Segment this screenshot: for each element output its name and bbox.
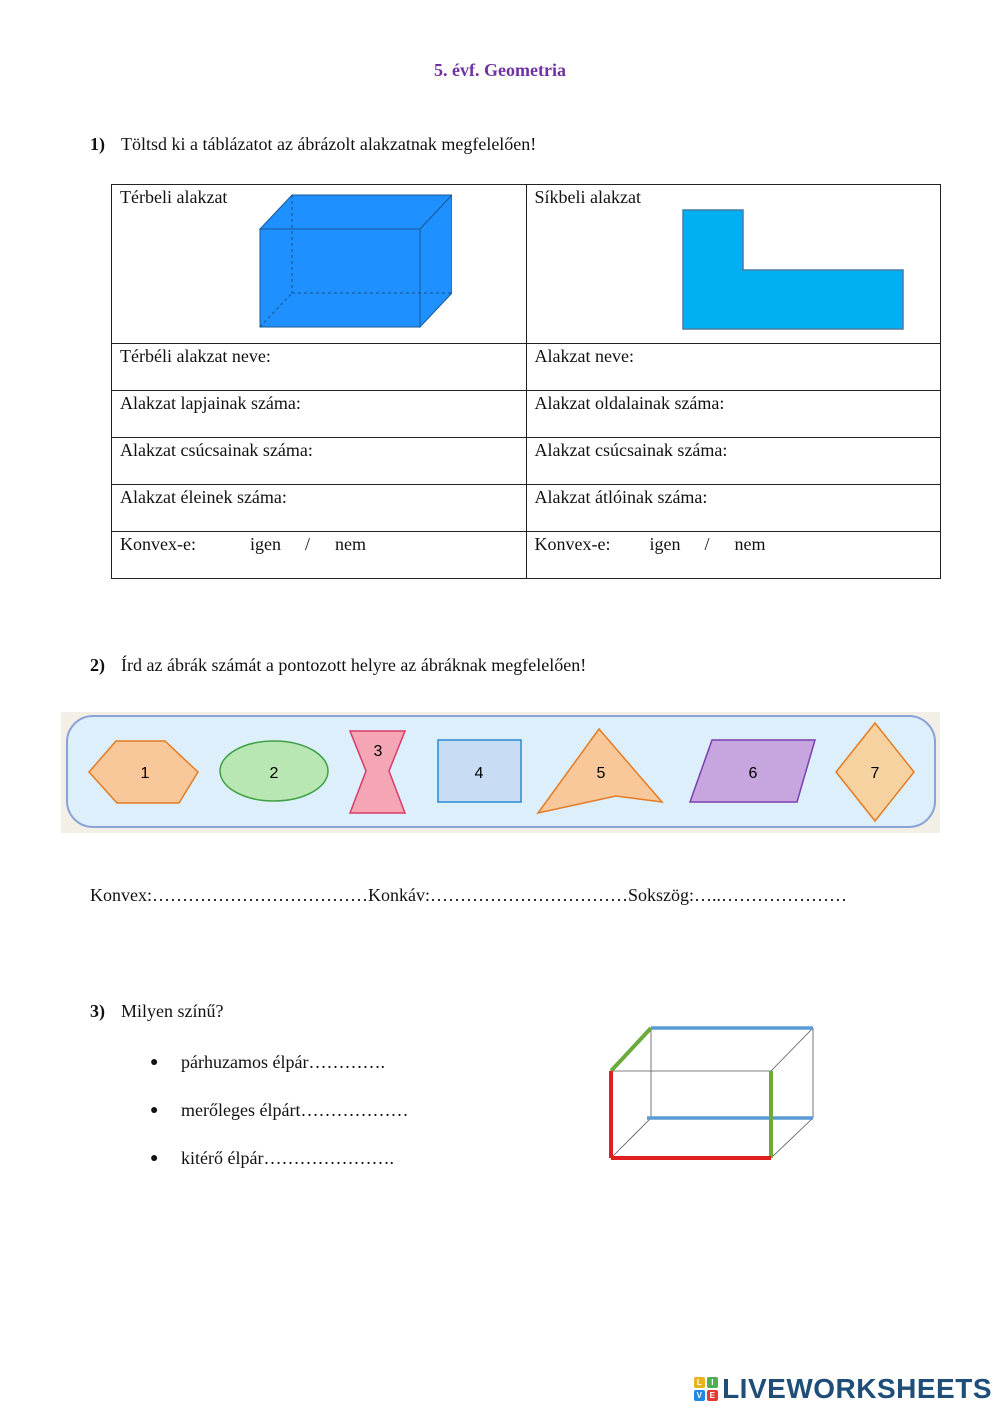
row-2d-vertices: Alakzat csúcsainak száma: bbox=[526, 438, 941, 485]
convex-no-option[interactable]: nem bbox=[335, 534, 366, 554]
question-3-number: 3) bbox=[90, 1001, 105, 1021]
question-1 bbox=[90, 134, 536, 155]
list-item bbox=[150, 1148, 408, 1196]
list-item bbox=[150, 1100, 408, 1148]
convex-yes-option[interactable]: igen bbox=[649, 534, 681, 554]
cell-3d-shape bbox=[112, 185, 527, 344]
shape-table bbox=[111, 184, 941, 579]
shape-5-label: 5 bbox=[596, 765, 606, 782]
question-2-number: 2) bbox=[90, 655, 105, 675]
question-1-number: 1) bbox=[90, 134, 105, 154]
question-3 bbox=[90, 1001, 223, 1022]
shape-4-label: 4 bbox=[474, 765, 484, 782]
shape-3-label: 3 bbox=[373, 743, 383, 760]
wire-cuboid-figure bbox=[600, 1020, 820, 1170]
convex-label: Konvex-e: bbox=[120, 534, 196, 554]
row-3d-vertices: Alakzat csúcsainak száma: bbox=[112, 438, 527, 485]
convex-yes-option[interactable]: igen bbox=[250, 534, 281, 554]
row-edges: Alakzat éleinek száma: bbox=[112, 485, 527, 532]
question-2 bbox=[90, 655, 586, 676]
row-2d-name: Alakzat neve: bbox=[526, 344, 941, 391]
header-2d-shape: Síkbeli alakzat bbox=[534, 187, 641, 207]
shape-7-label: 7 bbox=[870, 765, 880, 782]
question-3-text: Milyen színű? bbox=[121, 1001, 224, 1021]
shape-1-label: 1 bbox=[140, 765, 150, 782]
convex-label: Konvex-e: bbox=[534, 534, 611, 554]
bullet-list bbox=[150, 1052, 408, 1196]
question-2-text: Írd az ábrák számát a pontozott helyre az ábráknak megfelelően! bbox=[121, 655, 587, 675]
row-3d-convex: Konvex-e: igen / nem bbox=[112, 532, 527, 579]
bullet-icon: ● bbox=[150, 1151, 159, 1166]
cuboid-front-face bbox=[260, 229, 420, 327]
row-2d-convex: Konvex-e: igen / nem bbox=[526, 532, 941, 579]
cuboid-figure bbox=[252, 193, 452, 329]
row-sides: Alakzat oldalainak száma: bbox=[526, 391, 941, 438]
shape-2-label: 2 bbox=[269, 765, 279, 782]
bullet-icon: ● bbox=[150, 1103, 159, 1118]
row-faces: Alakzat lapjainak száma: bbox=[112, 391, 527, 438]
logo-icon: L I V E bbox=[694, 1377, 718, 1401]
row-3d-name: Térbéli alakzat neve: bbox=[112, 344, 527, 391]
liveworksheets-logo bbox=[694, 1373, 992, 1405]
convex-no-option[interactable]: nem bbox=[734, 534, 766, 554]
parallel-edges-answer[interactable]: párhuzamos élpár…………. bbox=[181, 1052, 385, 1072]
edge-green-top-left bbox=[611, 1028, 651, 1071]
header-3d-shape: Térbeli alakzat bbox=[120, 187, 228, 207]
logo-text: LIVEWORKSHEETS bbox=[722, 1373, 992, 1404]
answer-line[interactable]: Konvex:………………………………Konkáv:……………………………Sokszög:…..………………… bbox=[90, 885, 847, 905]
list-item bbox=[150, 1052, 408, 1100]
perpendicular-edges-answer[interactable]: merőleges élpárt……………… bbox=[181, 1100, 409, 1120]
l-shape-figure bbox=[682, 209, 906, 331]
shape-6-label: 6 bbox=[748, 765, 758, 782]
page-title: 5. évf. Geometria bbox=[434, 60, 566, 80]
cuboid-top-face bbox=[260, 195, 452, 229]
shapes-strip bbox=[61, 712, 940, 833]
bullet-icon: ● bbox=[150, 1055, 159, 1070]
question-1-text: Töltsd ki a táblázatot az ábrázolt alakzatnak megfelelően! bbox=[121, 134, 537, 154]
cell-2d-shape bbox=[526, 185, 941, 344]
row-diagonals: Alakzat átlóinak száma: bbox=[526, 485, 941, 532]
skew-edges-answer[interactable]: kitérő élpár…………………. bbox=[181, 1148, 394, 1168]
